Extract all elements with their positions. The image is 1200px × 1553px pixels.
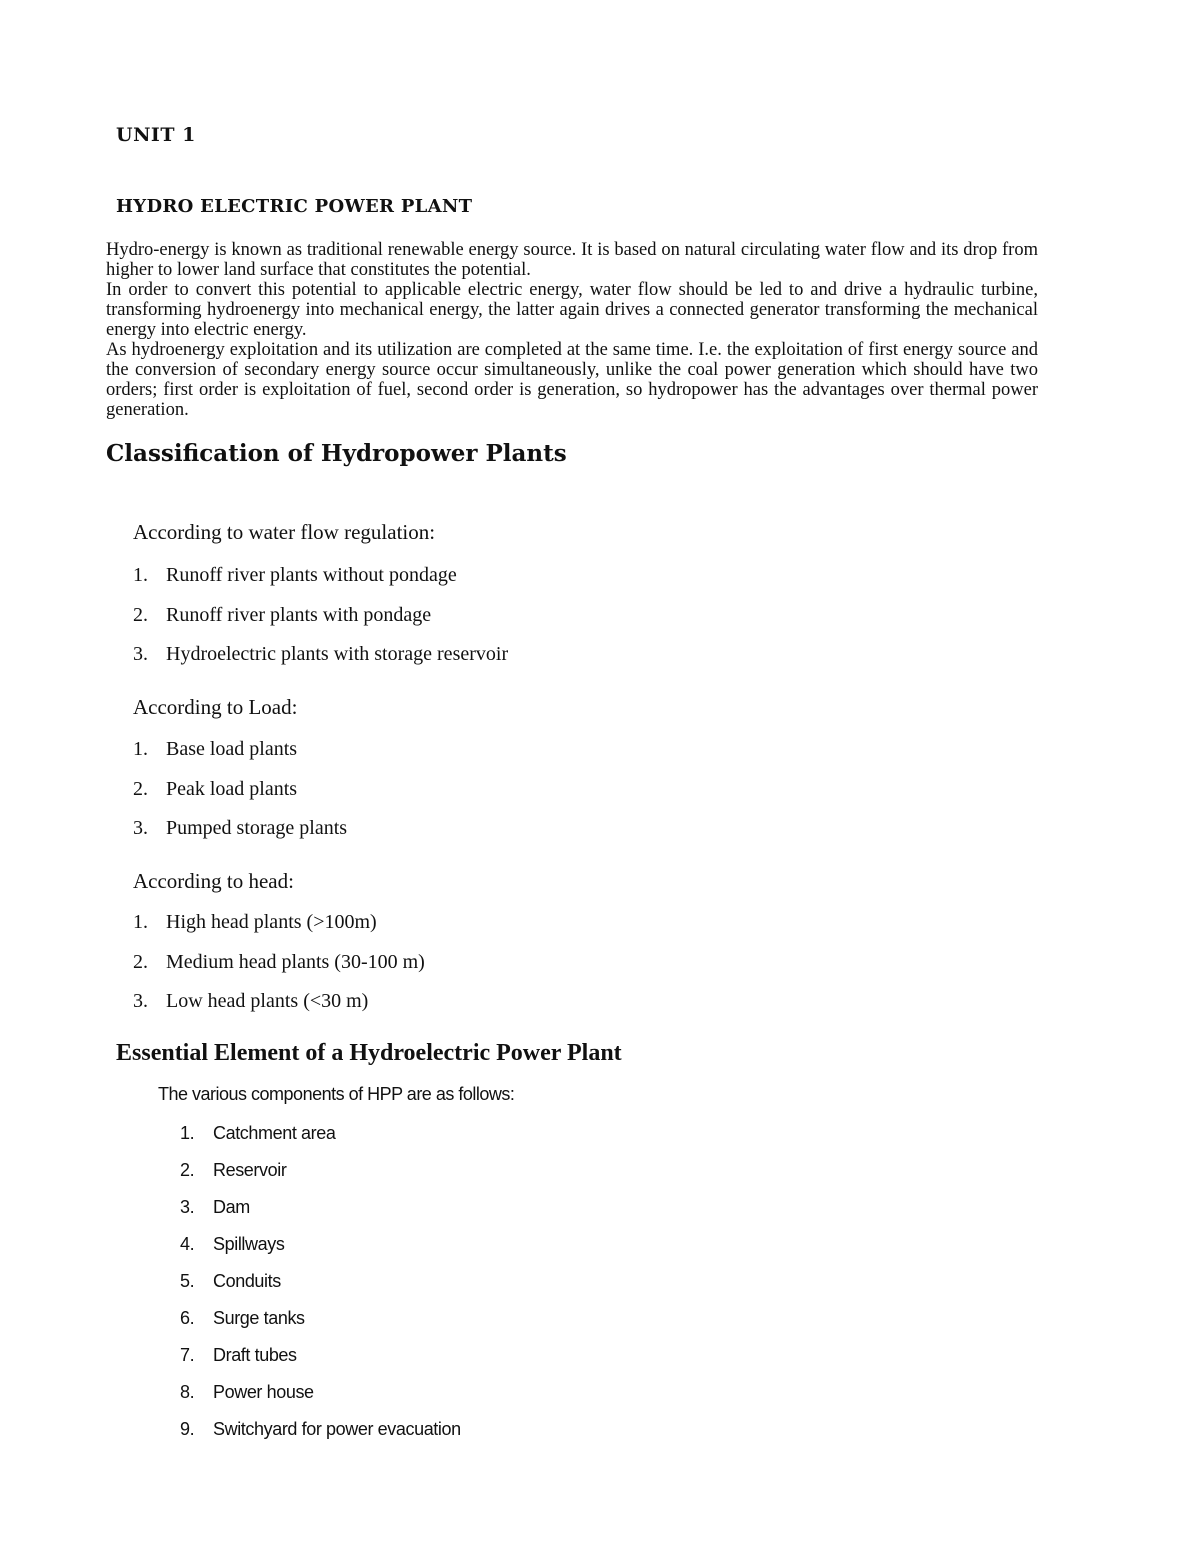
components-intro: The various components of HPP are as follows: (158, 1084, 515, 1104)
group-heading-load: According to Load: (133, 695, 298, 719)
list-item (180, 1418, 461, 1455)
document-title: HYDRO ELECTRIC POWER PLANT (116, 196, 473, 217)
list-item (133, 989, 425, 1029)
list-text: Hydroelectric plants with storage reservoir (166, 643, 509, 665)
list-text: Catchment area (213, 1123, 336, 1143)
list-text: Base load plants (166, 738, 298, 760)
list-text: Spillways (213, 1234, 285, 1254)
list-item (133, 642, 508, 682)
essential-elements-heading: Essential Element of a Hydroelectric Power Plant (116, 1040, 622, 1066)
intro-paragraph-1: Hydro-energy is known as traditional renewable energy source. It is based on natural circulating water flow and its drop from higher to lower land surface that constitutes the potential. (106, 240, 1038, 280)
list-text: Power house (213, 1382, 314, 1402)
list-item (180, 1381, 461, 1418)
list-item (133, 563, 508, 603)
list-text: Low head plants (<30 m) (166, 990, 369, 1012)
intro-text (106, 240, 1038, 420)
list-item (133, 737, 347, 777)
list-number: 3. (180, 1197, 195, 1217)
list-number: 3. (133, 817, 148, 839)
list-item (133, 777, 347, 817)
list-text: Surge tanks (213, 1308, 305, 1328)
group-heading-head: According to head: (133, 869, 294, 893)
list-item (133, 603, 508, 643)
list-number: 8. (180, 1382, 195, 1402)
list-water-flow (133, 563, 508, 682)
group-heading-water-flow: According to water flow regulation: (133, 520, 436, 544)
list-text: Dam (213, 1197, 250, 1217)
list-text: Medium head plants (30-100 m) (166, 950, 425, 973)
list-item (180, 1122, 461, 1159)
list-number: 1. (180, 1123, 195, 1143)
list-item (180, 1344, 461, 1381)
list-item (133, 910, 425, 950)
list-number: 1. (133, 911, 148, 933)
list-item (180, 1233, 461, 1270)
list-text: Runoff river plants with pondage (166, 603, 432, 626)
list-text: Peak load plants (166, 777, 298, 800)
list-item (133, 950, 425, 990)
unit-label: UNIT 1 (116, 124, 196, 146)
list-number: 4. (180, 1234, 195, 1254)
list-item (180, 1270, 461, 1307)
list-head (133, 910, 425, 1029)
list-load (133, 737, 347, 856)
intro-paragraph-3: As hydroenergy exploitation and its utilization are completed at the same time. I.e. the exploitation of first energy source and the conversion of secondary energy source occur simultaneously, unlike the coal power generation which should have two orders; first order is exploitation of fuel, second order is generation, so hydropower has the advantages over thermal power generation. (106, 340, 1038, 420)
list-number: 7. (180, 1345, 195, 1365)
list-number: 5. (180, 1271, 195, 1291)
list-item (180, 1159, 461, 1196)
list-text: Pumped storage plants (166, 817, 348, 839)
list-text: High head plants (>100m) (166, 911, 377, 933)
list-number: 6. (180, 1308, 195, 1328)
list-number: 3. (133, 643, 148, 665)
list-number: 9. (180, 1419, 195, 1439)
list-number: 2. (133, 603, 148, 626)
list-item (133, 816, 347, 856)
intro-paragraph-2: In order to convert this potential to applicable electric energy, water flow should be led to and drive a hydraulic turbine, transforming hydroenergy into mechanical energy, the latter again drives a connected generator transforming the mechanical energy into electric energy. (106, 280, 1038, 340)
list-item (180, 1307, 461, 1344)
list-text: Conduits (213, 1271, 281, 1291)
list-item (180, 1196, 461, 1233)
list-number: 1. (133, 564, 148, 586)
classification-heading: Classification of Hydropower Plants (106, 440, 567, 467)
list-number: 2. (133, 777, 148, 800)
list-text: Runoff river plants without pondage (166, 564, 457, 586)
list-number: 1. (133, 738, 148, 760)
list-text: Switchyard for power evacuation (213, 1419, 461, 1439)
list-number: 2. (180, 1160, 195, 1180)
list-text: Draft tubes (213, 1345, 297, 1365)
list-number: 3. (133, 990, 148, 1012)
components-list (180, 1122, 461, 1455)
list-text: Reservoir (213, 1160, 287, 1180)
list-number: 2. (133, 950, 148, 973)
